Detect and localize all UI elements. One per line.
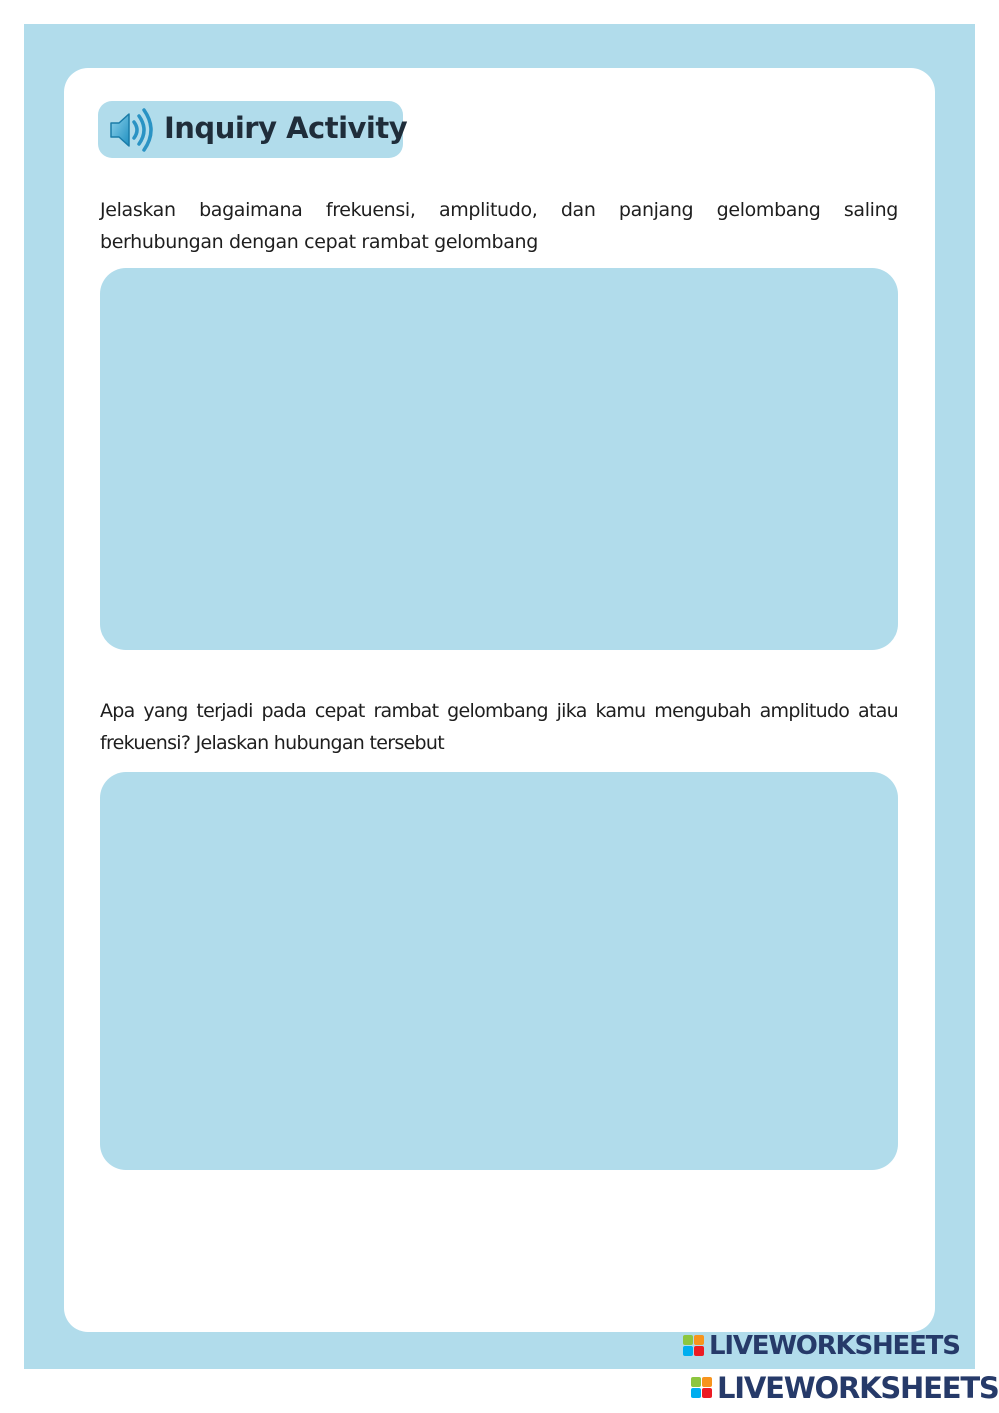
question-1-text: Jelaskan bagaimana frekuensi, amplitudo, dan panjang gelombang saling berhubungan dengan cepat rambat gelombang bbox=[100, 199, 898, 253]
watermark-text-1: LIVEWORKSHEETS bbox=[709, 1331, 960, 1361]
watermark-1 bbox=[683, 1331, 960, 1361]
liveworksheets-logo-icon bbox=[691, 1377, 713, 1399]
watermark-text-2: LIVEWORKSHEETS bbox=[717, 1371, 999, 1405]
answer-box-2[interactable] bbox=[100, 772, 898, 1170]
question-2-text: Apa yang terjadi pada cepat rambat gelombang jika kamu mengubah amplitudo atau frekuensi? Jelaskan hubungan tersebut bbox=[100, 700, 898, 754]
section-title: Inquiry Activity bbox=[164, 111, 408, 145]
liveworksheets-logo-icon bbox=[683, 1335, 705, 1357]
answer-box-1[interactable] bbox=[100, 268, 898, 650]
watermark-2 bbox=[691, 1373, 999, 1403]
speaker-sound-icon bbox=[103, 104, 157, 156]
